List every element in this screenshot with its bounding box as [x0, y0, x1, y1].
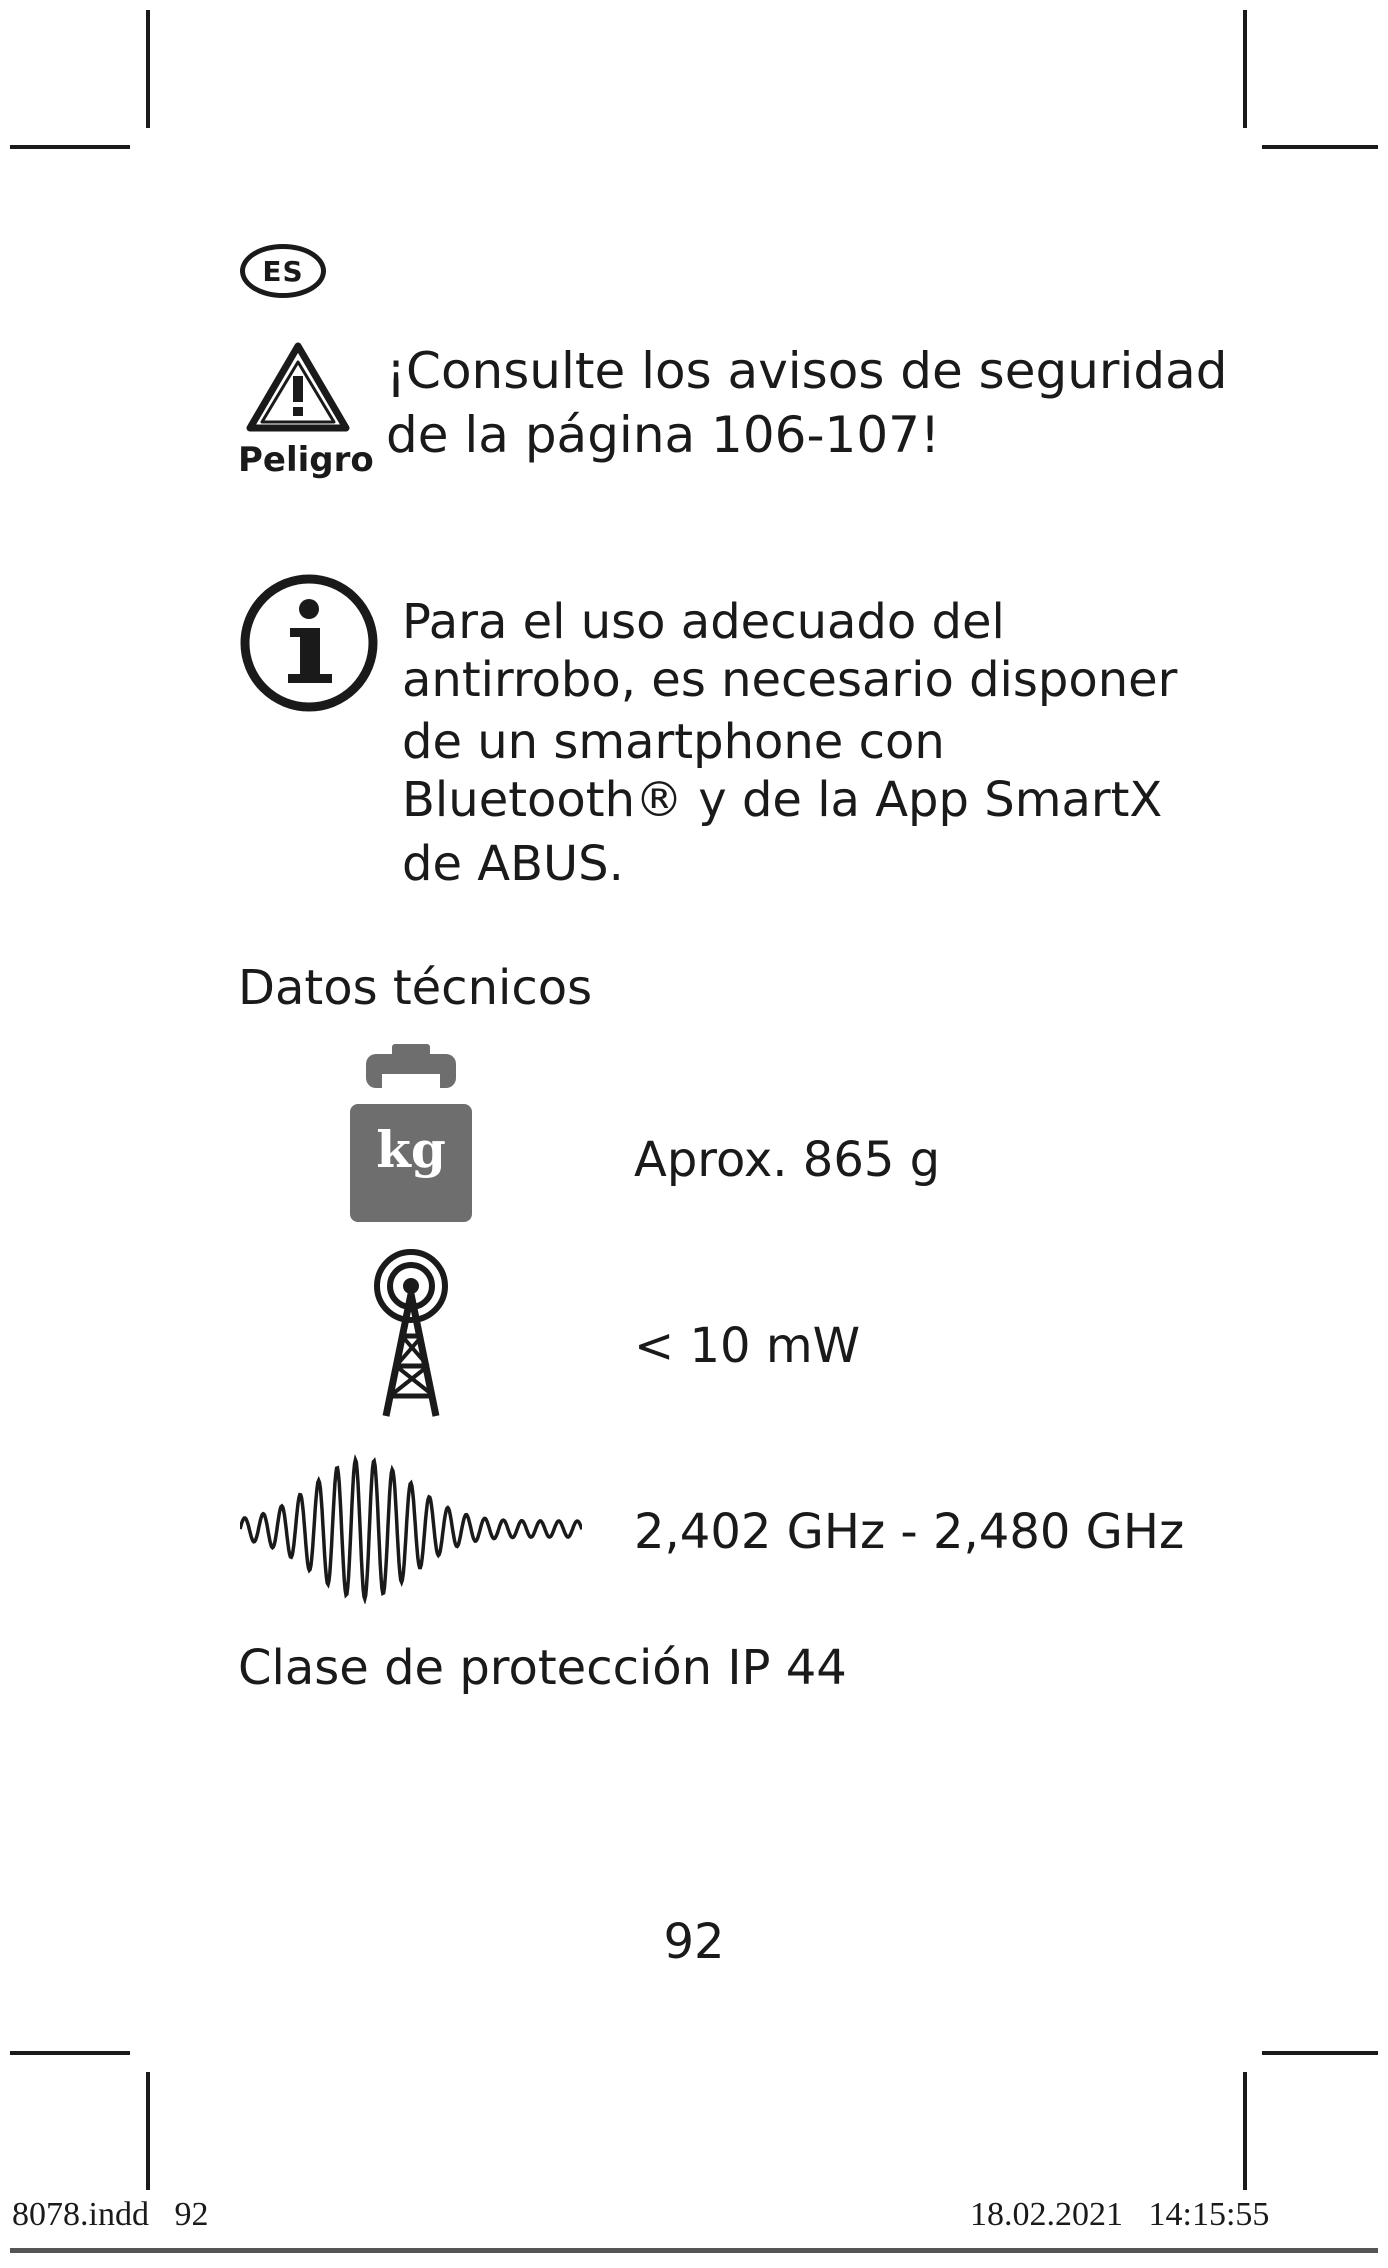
page-number: 92 — [663, 1914, 725, 1970]
crop-mark — [1262, 2051, 1378, 2055]
crop-mark — [10, 145, 130, 149]
tech-heading: Datos técnicos — [238, 960, 593, 1016]
protection-class: Clase de protección IP 44 — [238, 1640, 847, 1696]
warning-label: Peligro — [238, 440, 374, 480]
slug-datetime: 18.02.2021 14:15:55 — [970, 2196, 1270, 2233]
slug-file: 8078.indd 92 — [12, 2196, 209, 2233]
crop-mark — [146, 10, 150, 128]
crop-mark — [146, 2072, 150, 2190]
crop-mark — [1243, 2072, 1247, 2190]
frequency-wave-icon — [240, 1454, 582, 1604]
info-text-line-1: Para el uso adecuado del — [402, 594, 1005, 650]
weight-value: Aprox. 865 g — [634, 1132, 941, 1188]
info-text-line-2: antirrobo, es necesario disponer — [402, 652, 1178, 708]
language-badge-label: ES — [262, 254, 304, 288]
crop-mark — [10, 2051, 130, 2055]
crop-mark — [1262, 145, 1378, 149]
warning-triangle-icon — [244, 340, 352, 436]
crop-mark — [1243, 10, 1247, 128]
weight-icon-label: kg — [376, 1120, 446, 1179]
frequency-value: 2,402 GHz - 2,480 GHz — [634, 1504, 1185, 1560]
info-circle-icon — [238, 572, 380, 714]
info-text-line-3: de un smartphone con — [402, 714, 945, 770]
radio-tower-icon — [360, 1248, 462, 1420]
info-text-line-4: Bluetooth® y de la App SmartX — [402, 772, 1163, 828]
bottom-rule — [10, 2248, 1378, 2253]
warning-text-line-1: ¡Consulte los avisos de seguridad — [386, 342, 1228, 400]
language-badge — [240, 244, 326, 298]
info-text-line-5: de ABUS. — [402, 836, 624, 892]
power-value: < 10 mW — [634, 1318, 861, 1374]
warning-text-line-2: de la página 106-107! — [386, 406, 941, 464]
